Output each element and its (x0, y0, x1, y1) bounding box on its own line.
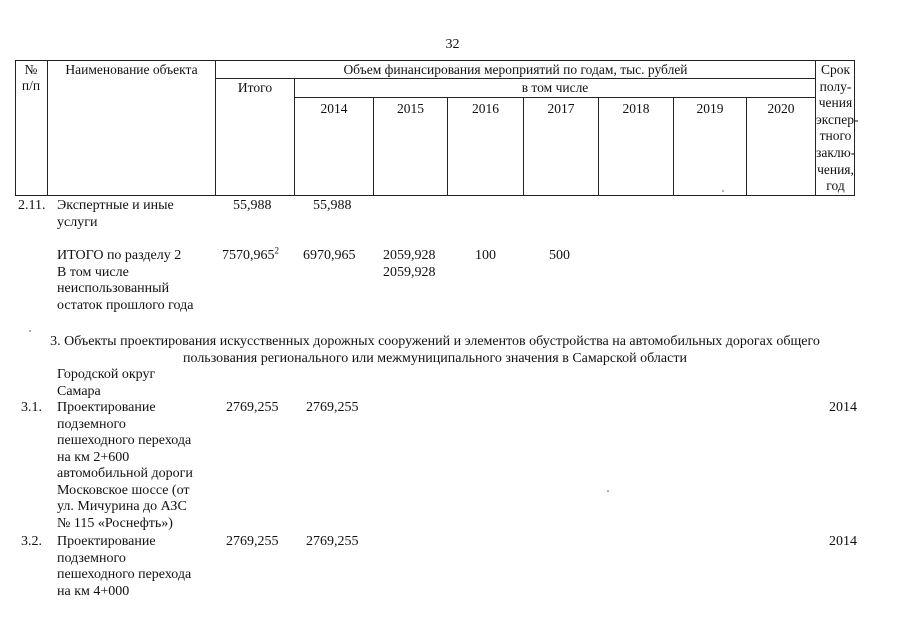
header-year-2018: 2018 (622, 101, 650, 116)
footnote-marker: 2 (274, 245, 279, 256)
row-3-1-total: 2769,255 (226, 400, 279, 415)
subheading-line: Городской округ (57, 367, 156, 382)
header-year-2016: 2016 (472, 101, 499, 116)
deadline-line: экспер- (816, 111, 859, 127)
header-col-deadline (816, 62, 859, 195)
name-line: пешеходного перехода (57, 567, 192, 582)
name-line: Экспертные и иные (57, 198, 174, 213)
row-3-2-total: 2769,255 (226, 534, 279, 549)
page-number: 32 (445, 37, 460, 52)
total-value: 7570,965 (222, 248, 275, 263)
subheading-line: Самара (57, 383, 101, 399)
total-section-2-label (57, 248, 193, 314)
header-col-financing: Объем финансирования мероприятий по годам, тыс. рублей (343, 62, 688, 77)
deadline-line: заклю- (816, 144, 856, 160)
row-2-11-total: 55,988 (233, 198, 272, 213)
row-3-2-2014: 2769,255 (306, 534, 359, 549)
header-col-number (15, 62, 47, 94)
name-line: подземного (57, 416, 126, 432)
name-line: № 115 «Роснефть») (57, 515, 173, 531)
name-line: ИТОГО по разделу 2 (57, 248, 182, 263)
name-line: подземного (57, 550, 126, 566)
row-2-11-name (57, 198, 174, 231)
row-3-1-number: 3.1. (21, 400, 42, 415)
name-line: на км 2+600 (57, 449, 130, 465)
name-line: ул. Мичурина до АЗС (57, 499, 187, 514)
deadline-line: чения, (817, 161, 854, 177)
name-line: автомобильной дороги (57, 466, 193, 481)
scan-speck (29, 330, 31, 332)
section-title-line: пользования регионального или межмуниципального значения в Самарской области (183, 351, 687, 366)
row-3-2-name (57, 534, 191, 600)
name-line: услуги (57, 214, 98, 230)
row-3-1-2014: 2769,255 (306, 400, 359, 415)
row-3-2-deadline: 2014 (829, 534, 857, 549)
header-col-including: в том числе (521, 80, 589, 95)
row-3-1-name (57, 400, 193, 532)
scan-speck (607, 490, 609, 492)
section-3-subheading (57, 367, 155, 400)
total-section-2-2015 (383, 248, 436, 281)
total-section-2-2014: 6970,965 (303, 248, 356, 263)
row-3-1-deadline: 2014 (829, 400, 857, 415)
name-line: остаток прошлого года (57, 297, 194, 313)
row-2-11-number: 2.11. (18, 198, 46, 213)
value-remainder: 2059,928 (383, 264, 436, 280)
header-year-2019: 2019 (696, 101, 724, 116)
header-year-2015: 2015 (397, 101, 424, 116)
deadline-line: полу- (819, 78, 852, 94)
header-number-pp: п/п (21, 78, 41, 93)
name-line: Проектирование (57, 534, 156, 549)
deadline-line: Срок (820, 62, 851, 77)
name-line: на км 4+000 (57, 583, 130, 599)
section-title-line: 3. Объекты проектирования искусственных дорожных сооружений и элементов обустройства на автомобильных дорогах общего (50, 334, 820, 349)
name-line: Московское шоссе (от (57, 482, 190, 498)
value: 2059,928 (383, 248, 436, 263)
name-line: неиспользованный (57, 281, 170, 296)
header-col-name: Наименование объекта (65, 62, 198, 77)
header-col-total: Итого (237, 80, 273, 95)
name-line: В том числе (57, 264, 129, 280)
scan-speck (722, 190, 724, 192)
total-section-2-2017: 500 (549, 248, 570, 263)
header-year-2014: 2014 (320, 101, 348, 116)
name-line: Проектирование (57, 400, 156, 415)
row-2-11-2014: 55,988 (313, 198, 352, 213)
total-section-2-total (222, 245, 279, 265)
section-3-title (15, 333, 855, 367)
deadline-line: тного (819, 128, 852, 144)
table-header (15, 60, 859, 196)
total-section-2-2016: 100 (475, 248, 496, 263)
header-year-2017: 2017 (547, 101, 575, 116)
header-year-2020: 2020 (767, 101, 795, 116)
deadline-line: чения (818, 95, 853, 111)
name-line: пешеходного перехода (57, 433, 192, 448)
header-number-sign: № (24, 62, 38, 77)
row-3-2-number: 3.2. (21, 534, 42, 549)
deadline-line: год (826, 178, 845, 194)
